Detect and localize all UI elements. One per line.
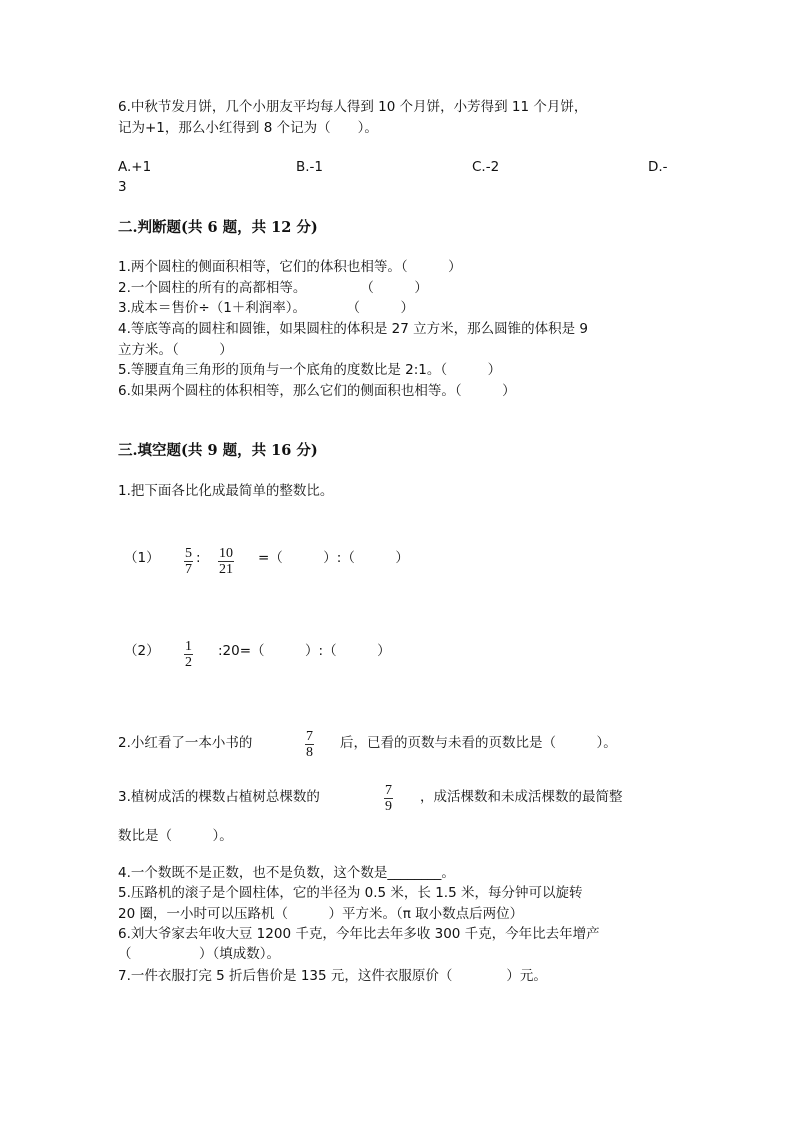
fill-item: 20 圈，一小时可以压路机（ ）平方米。（π 取小数点后两位） [118,906,524,922]
option-c: C.-2 [472,159,500,175]
denominator: 2 [185,655,192,670]
option-a: A.+1 [118,159,152,175]
fraction [184,639,193,670]
fill-item: 6.刘大爷家去年收大豆 1200 千克，今年比去年多收 300 千克，今年比去年增产 [118,926,600,942]
judge-item: 立方米。（ ） [118,342,233,358]
section3-title: 三.填空题(共 9 题，共 16 分) [118,442,318,459]
fill-q1: 1.把下面各比化成最简单的整数比。 [118,483,334,499]
denominator: 9 [385,799,392,814]
judge-item: 3.成本＝售价÷（1＋利润率）。 （ ） [118,300,415,316]
judge-item: 1.两个圆柱的侧面积相等，它们的体积也相等。（ ） [118,259,462,275]
option-b: B.-1 [296,159,324,175]
numerator: 7 [306,729,313,744]
fraction [218,546,234,577]
judge-item: 5.等腰直角三角形的顶角与一个底角的度数比是 2:1。（ ） [118,362,502,378]
fraction [384,783,393,814]
fill-q2: 2.小红看了一本小书的 [118,735,253,751]
denominator: 8 [306,745,313,760]
part1-label: （1） [124,550,160,566]
numerator: 1 [185,639,192,654]
numerator: 10 [219,546,233,561]
fill-q2-after: 后，已看的页数与未看的页数比是（ ）。 [340,735,617,751]
fill-item: 5.压路机的滚子是个圆柱体，它的半径为 0.5 米，长 1.5 米，每分钟可以旋转 [118,885,583,901]
fill-q3-after: ，成活棵数和未成活棵数的最简整 [420,789,623,805]
judge-item: 6.如果两个圆柱的体积相等，那么它们的侧面积也相等。（ ） [118,383,516,399]
fill-q3: 3.植树成活的棵数占植树总棵数的 [118,789,320,805]
fraction [184,546,193,577]
part2-answer: :20=（ ）:（ ） [218,643,391,659]
q6-line2: 记为+1，那么小红得到 8 个记为（ ）。 [118,120,378,136]
numerator: 5 [185,546,192,561]
fill-item: 4.一个数既不是正数，也不是负数，这个数是________。 [118,865,455,881]
fill-item: （ ）（填成数）。 [118,946,280,962]
section2-title: 二.判断题(共 6 题，共 12 分) [118,219,318,236]
option-d-wrap: 3 [118,179,127,195]
fraction [305,729,314,760]
part2-label: （2） [124,643,160,659]
fill-item: 7.一件衣服打完 5 折后售价是 135 元，这件衣服原价（ ）元。 [118,968,547,984]
fill-q3-line2: 数比是（ ）。 [118,828,233,844]
numerator: 7 [385,783,392,798]
denominator: 21 [219,562,233,577]
judge-item: 2.一个圆柱的所有的高都相等。 （ ） [118,280,428,296]
part1-answer: =（ ）:（ ） [258,550,409,566]
ratio-sep: : [196,550,201,566]
judge-item: 4.等底等高的圆柱和圆锥，如果圆柱的体积是 27 立方米，那么圆锥的体积是 9 [118,321,589,337]
option-d: D.- [648,159,668,175]
denominator: 7 [185,562,192,577]
q6-line1: 6.中秋节发月饼，几个小朋友平均每人得到 10 个月饼，小芳得到 11 个月饼， [118,99,588,115]
